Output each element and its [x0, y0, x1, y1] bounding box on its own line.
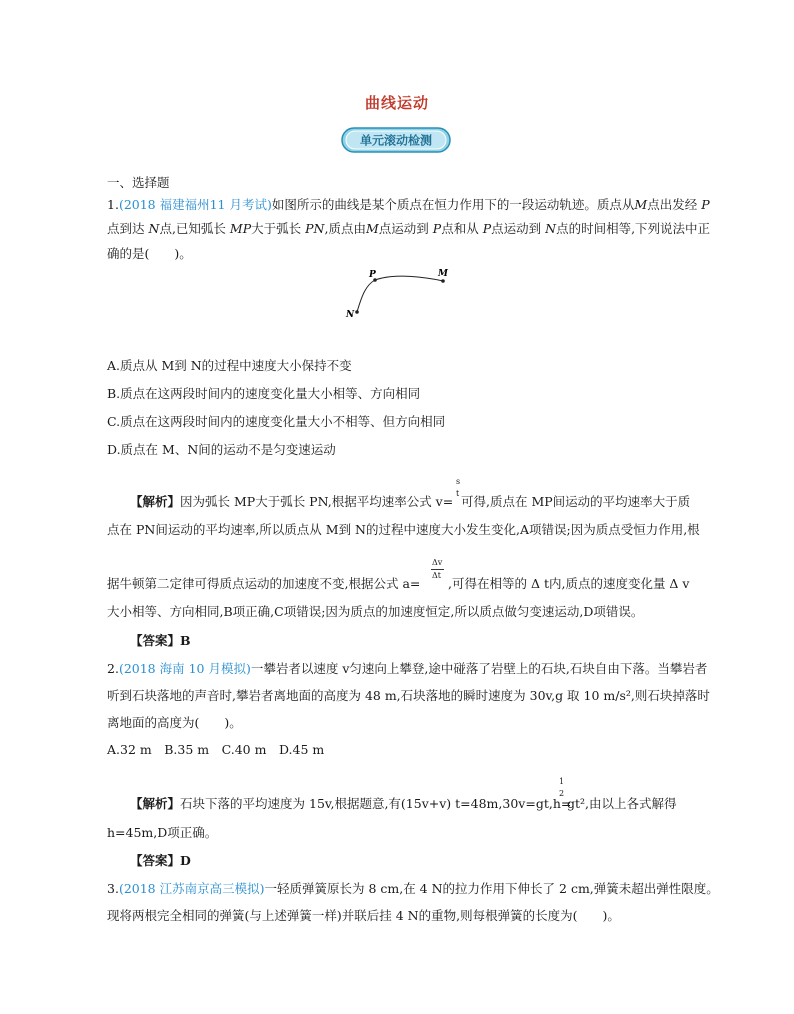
q2-source: (2018 海南 10 月模拟)	[118, 661, 251, 676]
frac-line	[431, 569, 444, 570]
q3-line1: 3.(2018 江苏南京高三模拟)一轻质弹簧原长为 8 cm,在 4 N的拉力作用下伸长了 2 cm,弹簧未超出弹性限度。	[107, 881, 719, 896]
q1-analysis-line2: 点在 PN间运动的平均速率,所以质点从 M到 N的过程中速度大小发生变化,A项错误;因为质点受恒力作用,根	[107, 522, 700, 537]
trajectory-figure	[340, 265, 460, 320]
q3-source: (2018 江苏南京高三模拟)	[118, 881, 265, 896]
q2-line2: 听到石块落地的声音时,攀岩者离地面的高度为 48 m,石块落地的瞬时速度为 30v,g 取 10 m/s²,则石块掉落时	[107, 688, 710, 703]
banner-text: 单元滚动检测	[359, 133, 433, 148]
q1-answer: 【答案】B	[130, 633, 191, 648]
q1-analysis-line1: 【解析】因为弧长 MP大于弧长 PN,根据平均速率公式 v=	[130, 494, 454, 509]
frac-one: 1	[559, 777, 565, 786]
q1-source: (2018 福建福州11 月考试)	[118, 197, 272, 212]
q1-line1: 1.(2018 福建福州11 月考试)如图所示的曲线是某个质点在恒力作用下的一段运动轨迹。质点从M点出发经 P	[107, 197, 710, 212]
frac-two: 2	[559, 789, 565, 798]
q1-line3: 确的是( )。	[107, 246, 192, 261]
q1-analysis-line4: 大小相等、方向相同,B项正确,C项错误;因为质点的加速度恒定,所以质点做匀变速运动,D项错误。	[107, 604, 644, 619]
q1-line2: 点到达 N点,已知弧长 MP大于弧长 PN,质点由M点运动到 P点和从 P点运动到 N点的时间相等,下列说法中正	[107, 221, 711, 236]
q1-option-a: A.质点从 M到 N的过程中速度大小保持不变	[107, 358, 352, 373]
label-m: M	[438, 269, 448, 279]
label-p: P	[369, 270, 376, 280]
q1-option-c: C.质点在这两段时间内的速度变化量大小不相等、但方向相同	[107, 414, 446, 429]
section-banner	[341, 127, 451, 153]
q2-analysis-line1b: gt²,由以上各式解得	[567, 796, 677, 811]
q2-options: A.32 m B.35 m C.40 m D.45 m	[107, 742, 325, 757]
label-n: N	[346, 310, 355, 320]
q1-option-b: B.质点在这两段时间内的速度变化量大小相等、方向相同	[107, 386, 421, 401]
q1-option-d: D.质点在 M、N间的运动不是匀变速运动	[107, 442, 336, 457]
q1-analysis-line1b: 可得,质点在 MP间运动的平均速率大于质	[461, 494, 691, 509]
page-title: 曲线运动	[364, 94, 429, 112]
q2-line3: 离地面的高度为( )。	[107, 715, 242, 730]
q2-analysis-line1: 【解析】石块下落的平均速度为 15v,根据题意,有(15v+v) t=48m,30v=gt,h=	[130, 796, 572, 811]
frac-dt: Δt	[432, 571, 441, 580]
q1-analysis-line3b: ,可得在相等的 Δ t内,质点的速度变化量 Δ v	[448, 576, 690, 591]
section-heading: 一、选择题	[107, 175, 170, 190]
point-n	[355, 310, 359, 314]
frac-s: s	[456, 477, 461, 486]
point-m	[441, 279, 445, 283]
q2-line1: 2.(2018 海南 10 月模拟)一攀岩者以速度 v匀速向上攀登,途中碰落了岩壁上的石块,石块自由下落。当攀岩者	[107, 661, 708, 676]
q3-line2: 现将两根完全相同的弹簧(与上述弹簧一样)并联后挂 4 N的重物,则每根弹簧的长度为( )。	[107, 908, 620, 923]
q2-analysis-line2: h=45m,D项正确。	[107, 825, 218, 840]
frac-t: t	[456, 489, 460, 498]
frac-dv: Δv	[432, 558, 443, 567]
q1-analysis-line3: 据牛顿第二定律可得质点运动的加速度不变,根据公式 a=	[107, 576, 421, 591]
q2-answer: 【答案】D	[130, 853, 191, 868]
